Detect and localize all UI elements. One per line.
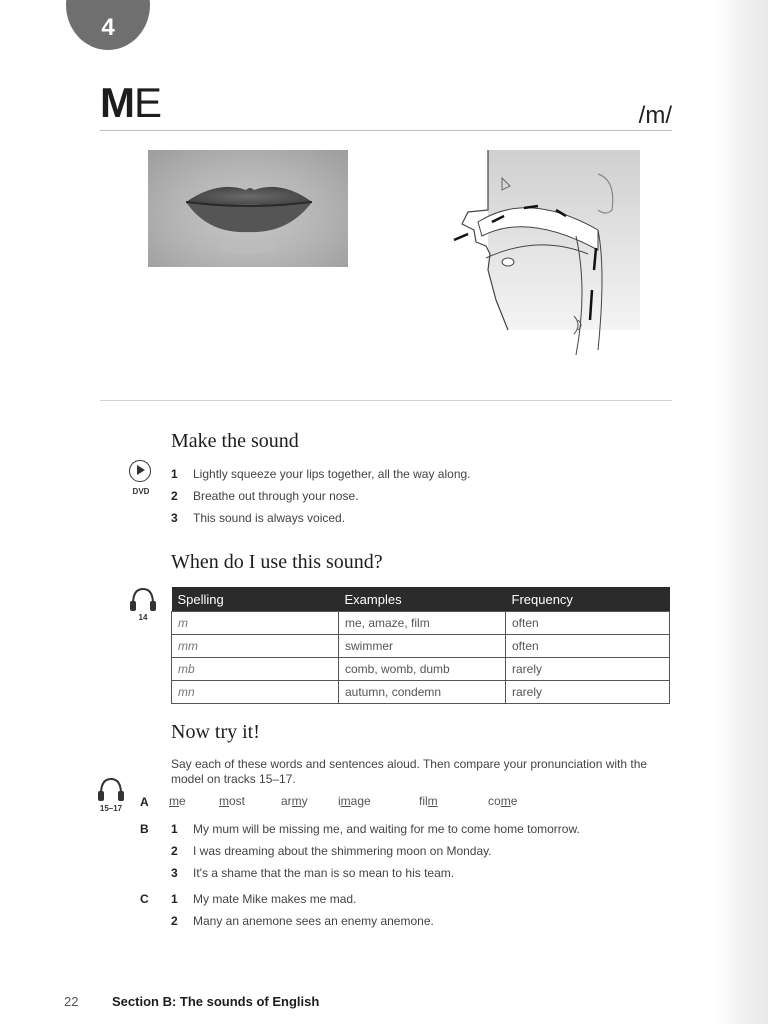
column-header: Spelling (172, 587, 339, 612)
sentence-number: 2 (171, 844, 178, 858)
practice-word: me (169, 794, 186, 808)
unit-title-bold: M (100, 79, 134, 126)
spelling-cell: mm (172, 635, 339, 658)
unit-title-rest: E (134, 79, 162, 126)
table-row (172, 681, 670, 704)
spelling-table (171, 587, 670, 704)
make-sound-heading: Make the sound (171, 430, 299, 452)
practice-word: most (219, 794, 246, 808)
dvd-play-icon[interactable] (129, 460, 151, 482)
title-divider (100, 130, 672, 131)
lips-illustration (148, 150, 348, 267)
step-text: Lightly squeeze your lips together, all the way along. (193, 467, 471, 481)
examples-cell: comb, womb, dumb (339, 658, 506, 681)
table-row (172, 612, 670, 635)
practice-word: film (419, 794, 438, 808)
examples-cell: swimmer (339, 635, 506, 658)
usage-heading: When do I use this sound? (171, 551, 383, 573)
practice-sentence: My mate Mike makes me mad. (193, 892, 357, 906)
table-header-row (172, 587, 670, 612)
try-it-intro-line2: model on tracks 15–17. (171, 772, 296, 786)
track-number: 14 (138, 613, 148, 622)
chapter-number-tab (66, 0, 150, 50)
practice-sentence: I was dreaming about the shimmering moon on Monday. (193, 844, 492, 858)
try-it-heading: Now try it! (171, 721, 260, 743)
frequency-cell: rarely (506, 658, 670, 681)
exercise-label-a: A (140, 795, 149, 809)
practice-sentence: My mum will be missing me, and waiting for me to come home tomorrow. (193, 822, 580, 836)
practice-word: army (281, 794, 308, 808)
practice-word: come (488, 794, 518, 808)
head-cross-section (448, 150, 648, 360)
page-number: 22 (64, 994, 79, 1009)
examples-cell: me, amaze, film (339, 612, 506, 635)
page-edge-shadow (716, 0, 768, 1024)
step-text: Breathe out through your nose. (193, 489, 359, 503)
chapter-number: 4 (101, 14, 115, 41)
sentence-number: 3 (171, 866, 178, 880)
spelling-cell: m (172, 612, 339, 635)
practice-word: image (338, 794, 371, 808)
column-header: Examples (339, 587, 506, 612)
table-row (172, 658, 670, 681)
spelling-cell: mb (172, 658, 339, 681)
nasal-airflow-diagram (448, 150, 648, 360)
table-row (172, 635, 670, 658)
section-divider (100, 400, 672, 401)
practice-sentence: It's a shame that the man is so mean to his team. (193, 866, 455, 880)
section-title: Section B: The sounds of English (112, 994, 320, 1009)
sentence-number: 1 (171, 822, 178, 836)
sentence-number: 2 (171, 914, 178, 928)
examples-cell: autumn, condemn (339, 681, 506, 704)
sentence-number: 1 (171, 892, 178, 906)
frequency-cell: often (506, 635, 670, 658)
column-header: Frequency (506, 587, 670, 612)
phoneme-symbol: /m/ (638, 102, 672, 129)
step-number: 2 (171, 489, 178, 503)
spelling-cell: mn (172, 681, 339, 704)
track-range: 15–17 (99, 804, 123, 813)
try-it-intro-line1: Say each of these words and sentences aloud. Then compare your pronunciation with the (171, 757, 648, 771)
headphones-icon[interactable] (128, 586, 158, 612)
frequency-cell: often (506, 612, 670, 635)
exercise-label-b: B (140, 822, 149, 836)
step-text: This sound is always voiced. (193, 511, 346, 525)
step-number: 3 (171, 511, 178, 525)
frequency-cell: rarely (506, 681, 670, 704)
step-number: 1 (171, 467, 178, 481)
practice-sentence: Many an anemone sees an enemy anemone. (193, 914, 434, 928)
lips-photo (148, 150, 348, 267)
headphones-icon[interactable] (96, 776, 126, 802)
exercise-label-c: C (140, 892, 149, 906)
dvd-label: DVD (132, 487, 150, 496)
unit-title (100, 79, 162, 126)
